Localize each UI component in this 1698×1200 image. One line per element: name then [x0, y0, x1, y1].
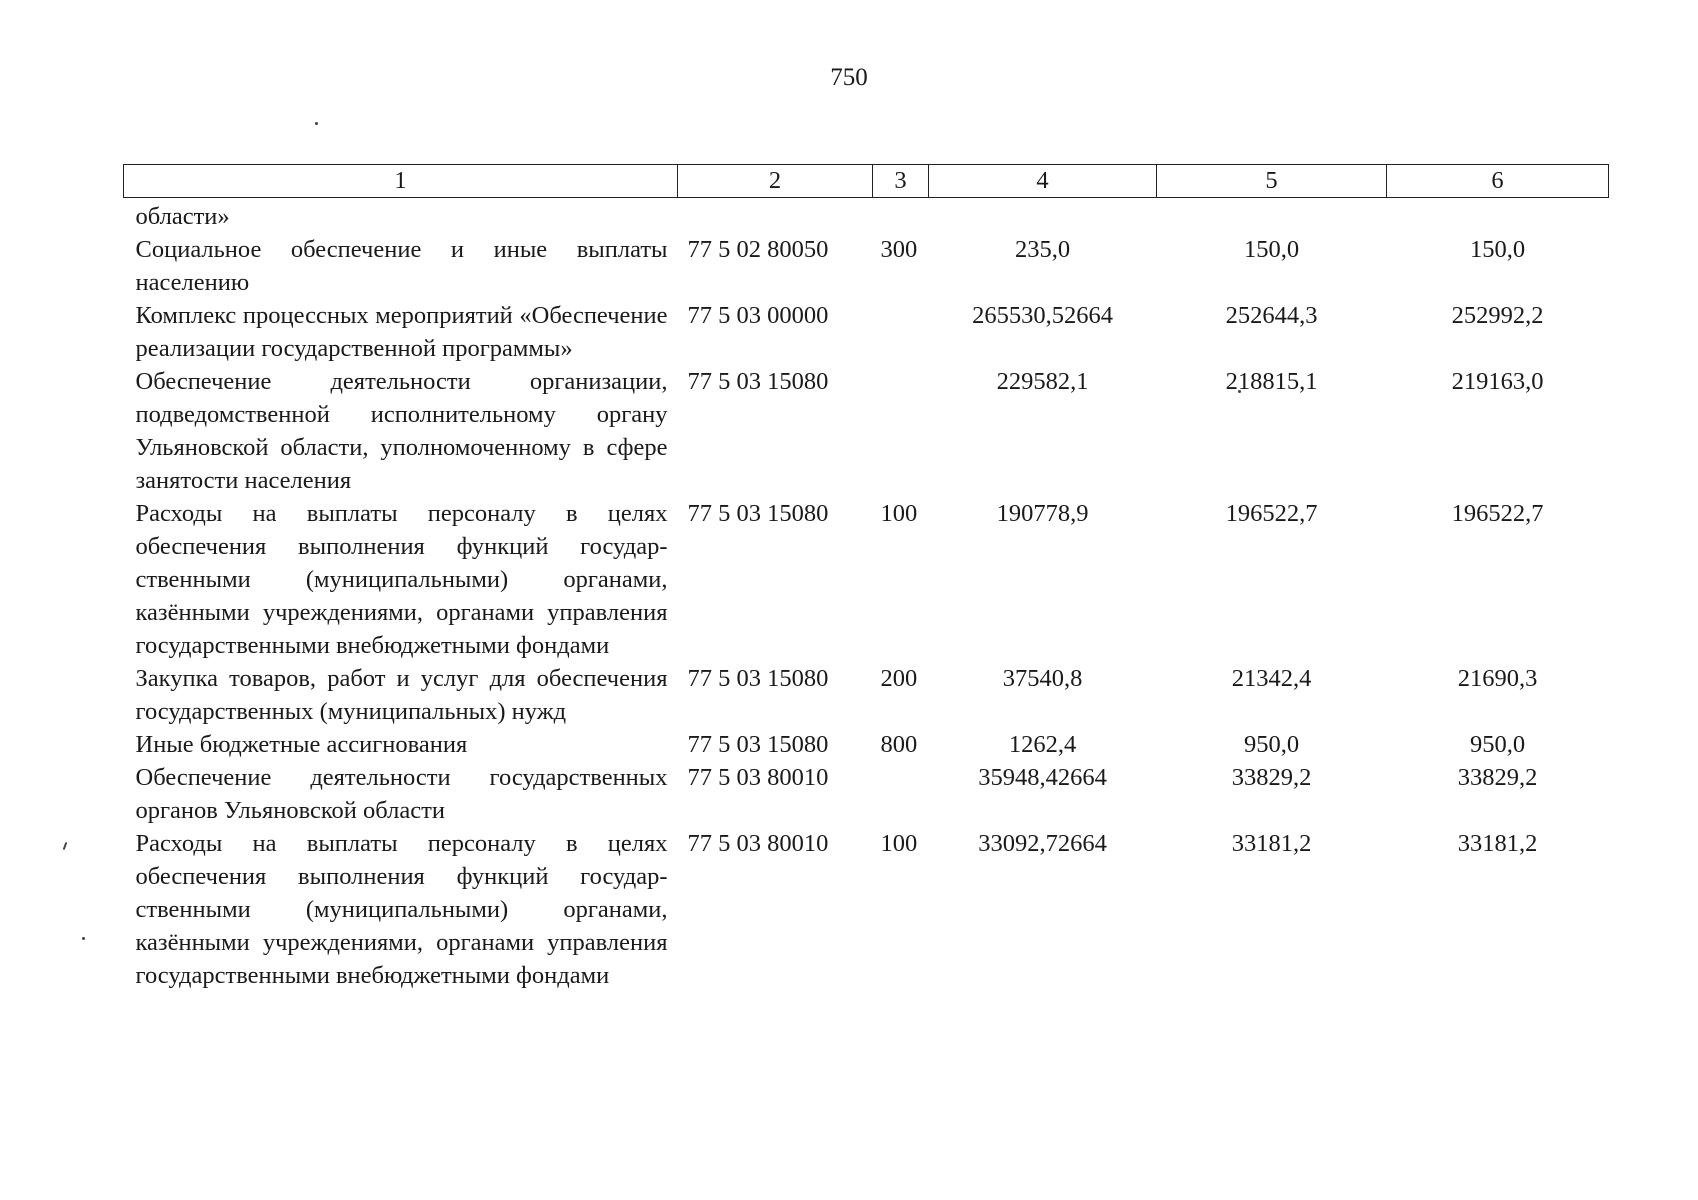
table-row: [124, 233, 1609, 299]
row-value-5: 950,0: [1243, 731, 1300, 758]
header-row: [124, 165, 1609, 198]
table-row: [124, 497, 1609, 662]
scan-speck: [82, 937, 85, 940]
row-target-code: 77 5 03 80010: [687, 764, 829, 791]
table-row: [124, 299, 1609, 365]
row-value-6: 33181,2: [1457, 830, 1538, 857]
row-target-code: 77 5 03 15080: [687, 368, 829, 395]
row-value-6: 21690,3: [1457, 665, 1538, 692]
table-body: [124, 198, 1609, 993]
row-value-6: 196522,7: [1451, 500, 1544, 527]
row-value-4: 229582,1: [996, 368, 1089, 395]
budget-table: [123, 164, 1609, 992]
row-value-4: [929, 198, 1157, 234]
row-value-5: 33181,2: [1231, 830, 1312, 857]
column-header-5: 5: [1157, 165, 1387, 198]
row-name: Обеспечение деятельности организации, подведомственной исполнительному органу Ульяновской области, уполномоченному в сфере занятости населения: [135, 368, 668, 494]
column-header-3: 3: [873, 165, 929, 198]
row-name: Комплекс процессных мероприятий «Обеспечение реализации государственной программы»: [135, 302, 668, 362]
row-value-5: 196522,7: [1225, 500, 1318, 527]
row-value-6: 252992,2: [1451, 302, 1544, 329]
row-target-code: 77 5 03 15080: [687, 731, 829, 758]
table-row: [124, 728, 1609, 761]
row-value-5: 21342,4: [1231, 665, 1312, 692]
column-header-4: 4: [929, 165, 1157, 198]
row-expense-type: 800: [880, 731, 918, 758]
row-value-4: 33092,72664: [978, 830, 1107, 857]
table-header: [124, 165, 1609, 198]
row-target-code: 77 5 03 80010: [687, 830, 829, 857]
row-name: Иные бюджетные ассигнования: [135, 731, 468, 758]
row-target-code: 77 5 03 00000: [687, 302, 829, 329]
table-row: [124, 827, 1609, 992]
row-name: Расходы на выплаты персоналу в целях обеспечения выполнения функций государственными (муниципальными) органами, казёнными учреждениями, органами управления государственными внебюджетными фондами: [135, 830, 668, 989]
row-value-4: 265530,52664: [972, 302, 1113, 329]
table-row: [124, 662, 1609, 728]
row-value-4: 35948,42664: [978, 764, 1107, 791]
table-row: [124, 365, 1609, 497]
row-expense-type: 200: [880, 665, 918, 692]
table-row: [124, 198, 1609, 234]
row-value-5: 150,0: [1243, 236, 1300, 263]
row-target-code: 77 5 03 15080: [687, 500, 829, 527]
budget-table-container: [123, 164, 1608, 992]
row-name: Расходы на выплаты персоналу в целях обеспечения выполнения функций государственными (муниципальными) органами, казёнными учреждениями, органами управления государственными внебюджетными фондами: [135, 500, 668, 659]
row-value-5: 252644,3: [1225, 302, 1318, 329]
scan-speck: [315, 122, 318, 125]
row-expense-type: [873, 761, 929, 827]
page-number: 750: [830, 64, 868, 91]
row-name: Социальное обеспечение и иные выплаты населению: [135, 236, 668, 296]
row-expense-type: [873, 299, 929, 365]
row-value-4: 235,0: [1014, 236, 1071, 263]
scan-speck: [63, 842, 68, 850]
row-expense-type: 100: [880, 500, 918, 527]
row-value-5: 33829,2: [1231, 764, 1312, 791]
column-header-2: 2: [678, 165, 873, 198]
row-value-6: 219163,0: [1451, 368, 1544, 395]
row-value-6: [1387, 198, 1609, 234]
row-value-4: 1262,4: [1008, 731, 1077, 758]
row-value-5: [1157, 198, 1387, 234]
row-name: Обеспечение деятельности государственных органов Ульяновской области: [135, 764, 668, 824]
row-value-6: 33829,2: [1457, 764, 1538, 791]
row-name: области»: [135, 203, 230, 230]
row-target-code: [678, 198, 873, 234]
row-target-code: 77 5 02 80050: [687, 236, 829, 263]
row-expense-type: 100: [880, 830, 918, 857]
column-header-1: 1: [124, 165, 678, 198]
table-row: [124, 761, 1609, 827]
row-expense-type: [873, 198, 929, 234]
row-expense-type: 300: [880, 236, 918, 263]
row-value-6: 950,0: [1469, 731, 1526, 758]
row-value-4: 190778,9: [996, 500, 1089, 527]
row-target-code: 77 5 03 15080: [687, 665, 829, 692]
row-value-5: 218815,1: [1225, 368, 1318, 395]
row-name: Закупка товаров, работ и услуг для обеспечения государственных (муниципальных) нужд: [135, 665, 668, 725]
row-expense-type: [873, 365, 929, 497]
row-value-6: 150,0: [1469, 236, 1526, 263]
column-header-6: 6: [1387, 165, 1609, 198]
row-value-4: 37540,8: [1002, 665, 1083, 692]
